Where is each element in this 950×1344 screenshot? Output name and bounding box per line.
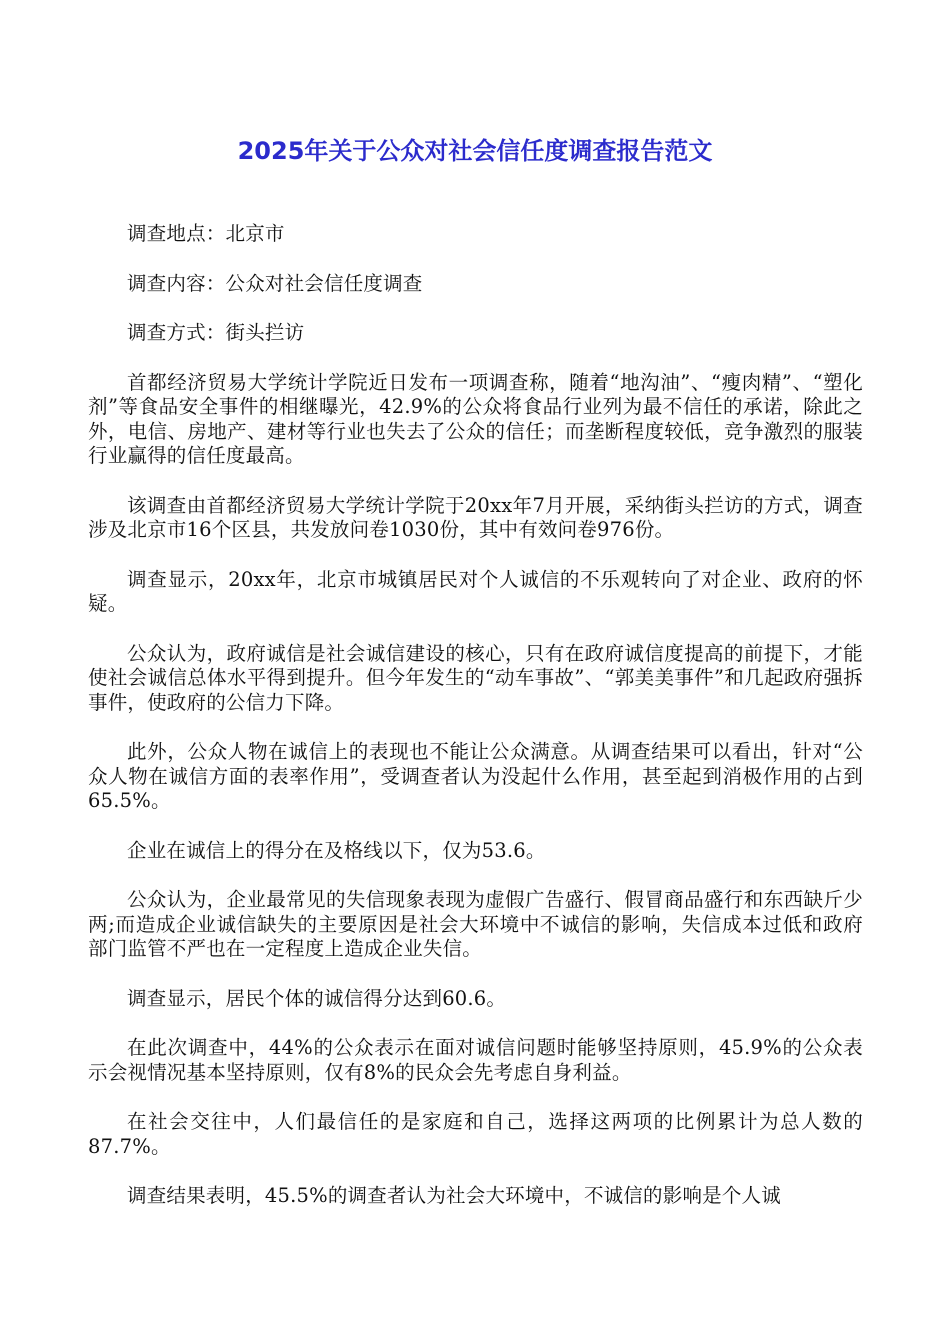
paragraph: 公众认为，企业最常见的失信现象表现为虚假广告盛行、假冒商品盛行和东西缺斤少两;而造成企业诚信缺失的主要原因是社会大环境中不诚信的影响，失信成本过低和政府部门监管不严也在一定程度上造成企业失信。 xyxy=(88,888,863,960)
paragraph: 该调查由首都经济贸易大学统计学院于20xx年7月开展，采纳街头拦访的方式，调查涉及北京市16个区县，共发放问卷1030份，其中有效问卷976份。 xyxy=(88,493,863,541)
survey-method: 调查方式：街头拦访 xyxy=(127,321,305,344)
paragraph: 公众认为，政府诚信是社会诚信建设的核心，只有在政府诚信度提高的前提下，才能使社会诚信总体水平得到提升。但今年发生的“动车事故”、“郭美美事件”和几起政府强拆事件，使政府的公信力下降。 xyxy=(88,641,863,714)
paragraph: 在社会交往中，人们最信任的是家庭和自己，选择这两项的比例累计为总人数的87.7%。 xyxy=(88,1110,863,1158)
document-title: 2025年关于公众对社会信任度调查报告范文 xyxy=(237,137,713,165)
paragraph: 调查显示，20xx年，北京市城镇居民对个人诚信的不乐观转向了对企业、政府的怀疑。 xyxy=(88,567,863,615)
paragraph: 企业在诚信上的得分在及格线以下，仅为53.6。 xyxy=(127,838,546,862)
paragraph: 此外，公众人物在诚信上的表现也不能让公众满意。从调查结果可以看出，针对“公众人物在诚信方面的表率作用”，受调查者认为没起什么作用，甚至起到消极作用的占到65.5%。 xyxy=(88,740,863,812)
paragraph: 在此次调查中，44%的公众表示在面对诚信问题时能够坚持原则，45.9%的公众表示会视情况基本坚持原则，仅有8%的民众会先考虑自身利益。 xyxy=(88,1036,863,1084)
paragraph: 首都经济贸易大学统计学院近日发布一项调查称，随着“地沟油”、“瘦肉精”、“塑化剂”等食品安全事件的相继曝光，42.9%的公众将食品行业列为最不信任的承诺，除此之外，电信、房地产、建材等行业也失去了公众的信任；而垄断程度较低，竞争激烈的服装行业赢得的信任度最高。 xyxy=(88,370,863,467)
survey-location: 调查地点：北京市 xyxy=(127,222,285,245)
paragraph: 调查结果表明，45.5%的调查者认为社会大环境中，不诚信的影响是个人诚 xyxy=(127,1184,781,1207)
survey-content: 调查内容：公众对社会信任度调查 xyxy=(127,271,423,295)
paragraph: 调查显示，居民个体的诚信得分达到60.6。 xyxy=(127,986,507,1010)
document-body xyxy=(88,222,863,1234)
